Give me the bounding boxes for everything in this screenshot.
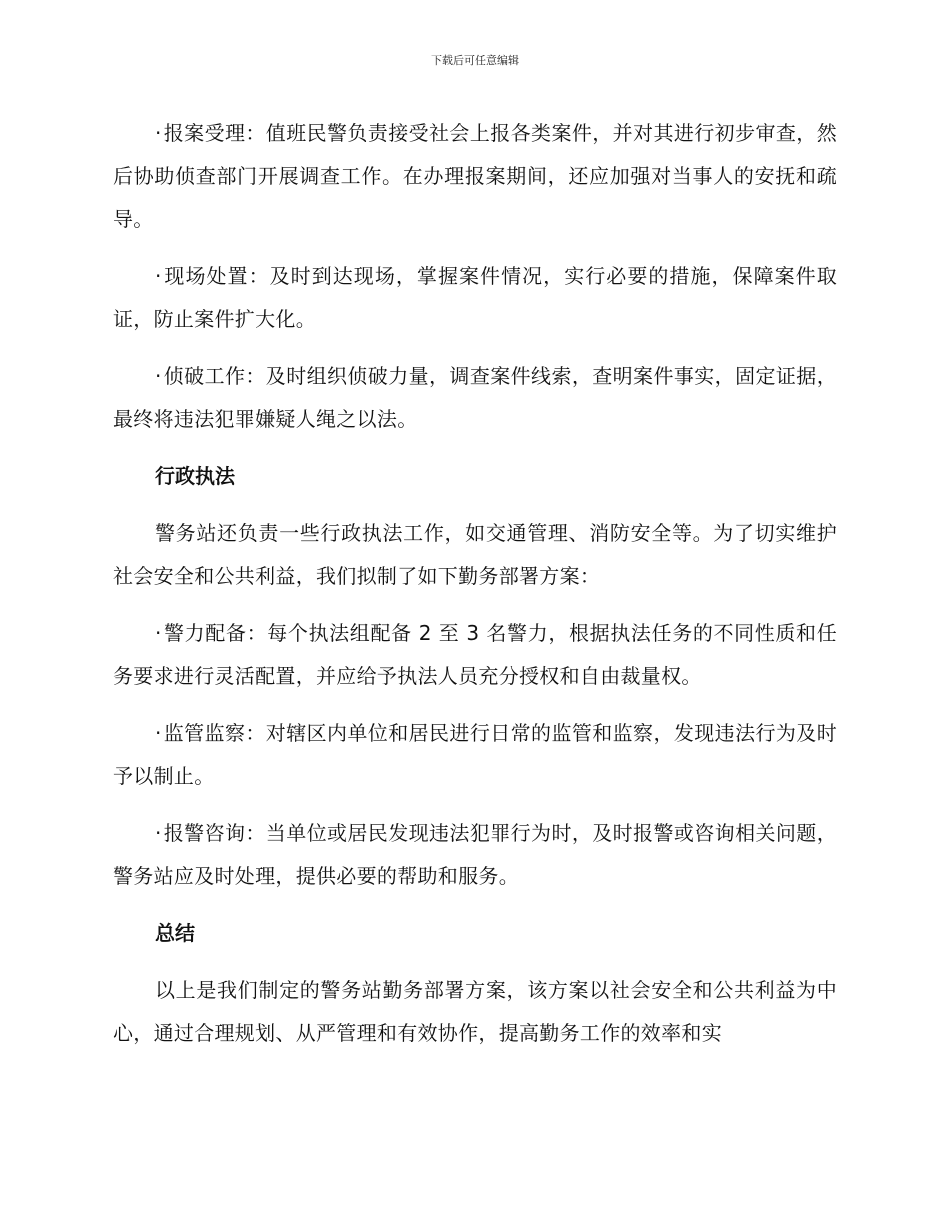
- paragraph-text: 警力配备：每个执法组配备 2 至 3 名警力，根据执法任务的不同性质和任务要求进行灵活配置，并应给予执法人员充分授权和自由裁量权。: [113, 621, 837, 688]
- bullet-marker: ·: [155, 621, 162, 645]
- bullet-marker: ·: [155, 364, 162, 388]
- paragraph-text: 报警咨询：当单位或居民发现违法犯罪行为时，及时报警或咨询相关问题，警务站应及时处理，提供必要的帮助和服务。: [113, 821, 837, 888]
- paragraph-text: 报案受理：值班民警负责接受社会上报各类案件，并对其进行初步审查，然后协助侦查部门开展调查工作。在办理报案期间，还应加强对当事人的安抚和疏导。: [113, 121, 837, 231]
- paragraph-text: 侦破工作：及时组织侦破力量，调查案件线索，查明案件事实，固定证据，最终将违法犯罪嫌疑人绳之以法。: [113, 364, 837, 431]
- bullet-marker: ·: [155, 821, 162, 845]
- bullet-paragraph-consulting: [113, 812, 837, 898]
- paragraph-summary: 以上是我们制定的警务站勤务部署方案，该方案以社会安全和公共利益为中心，通过合理规划、从严管理和有效协作，提高勤务工作的效率和实: [113, 978, 837, 1045]
- section-heading-admin-enforcement: 行政执法: [155, 464, 235, 488]
- page-header-note: 下载后可任意编辑: [431, 54, 519, 67]
- bullet-paragraph-report-handling: [113, 112, 837, 241]
- bullet-paragraph-staffing: [113, 612, 837, 698]
- bullet-marker: ·: [155, 264, 162, 288]
- paragraph-admin-intro: 警务站还负责一些行政执法工作，如交通管理、消防安全等。为了切实维护社会安全和公共利益，我们拟制了如下勤务部署方案：: [113, 521, 837, 588]
- bullet-paragraph-supervision: [113, 712, 837, 798]
- paragraph-text: 监管监察：对辖区内单位和居民进行日常的监管和监察，发现违法行为及时予以制止。: [113, 721, 837, 788]
- bullet-paragraph-scene-handling: [113, 255, 837, 341]
- section-heading-summary: 总结: [155, 921, 195, 945]
- bullet-paragraph-investigation: [113, 355, 837, 441]
- paragraph-text: 现场处置：及时到达现场，掌握案件情况，实行必要的措施，保障案件取证，防止案件扩大化。: [113, 264, 837, 331]
- bullet-marker: ·: [155, 721, 162, 745]
- document-body: [113, 112, 837, 1069]
- bullet-marker: ·: [155, 121, 162, 145]
